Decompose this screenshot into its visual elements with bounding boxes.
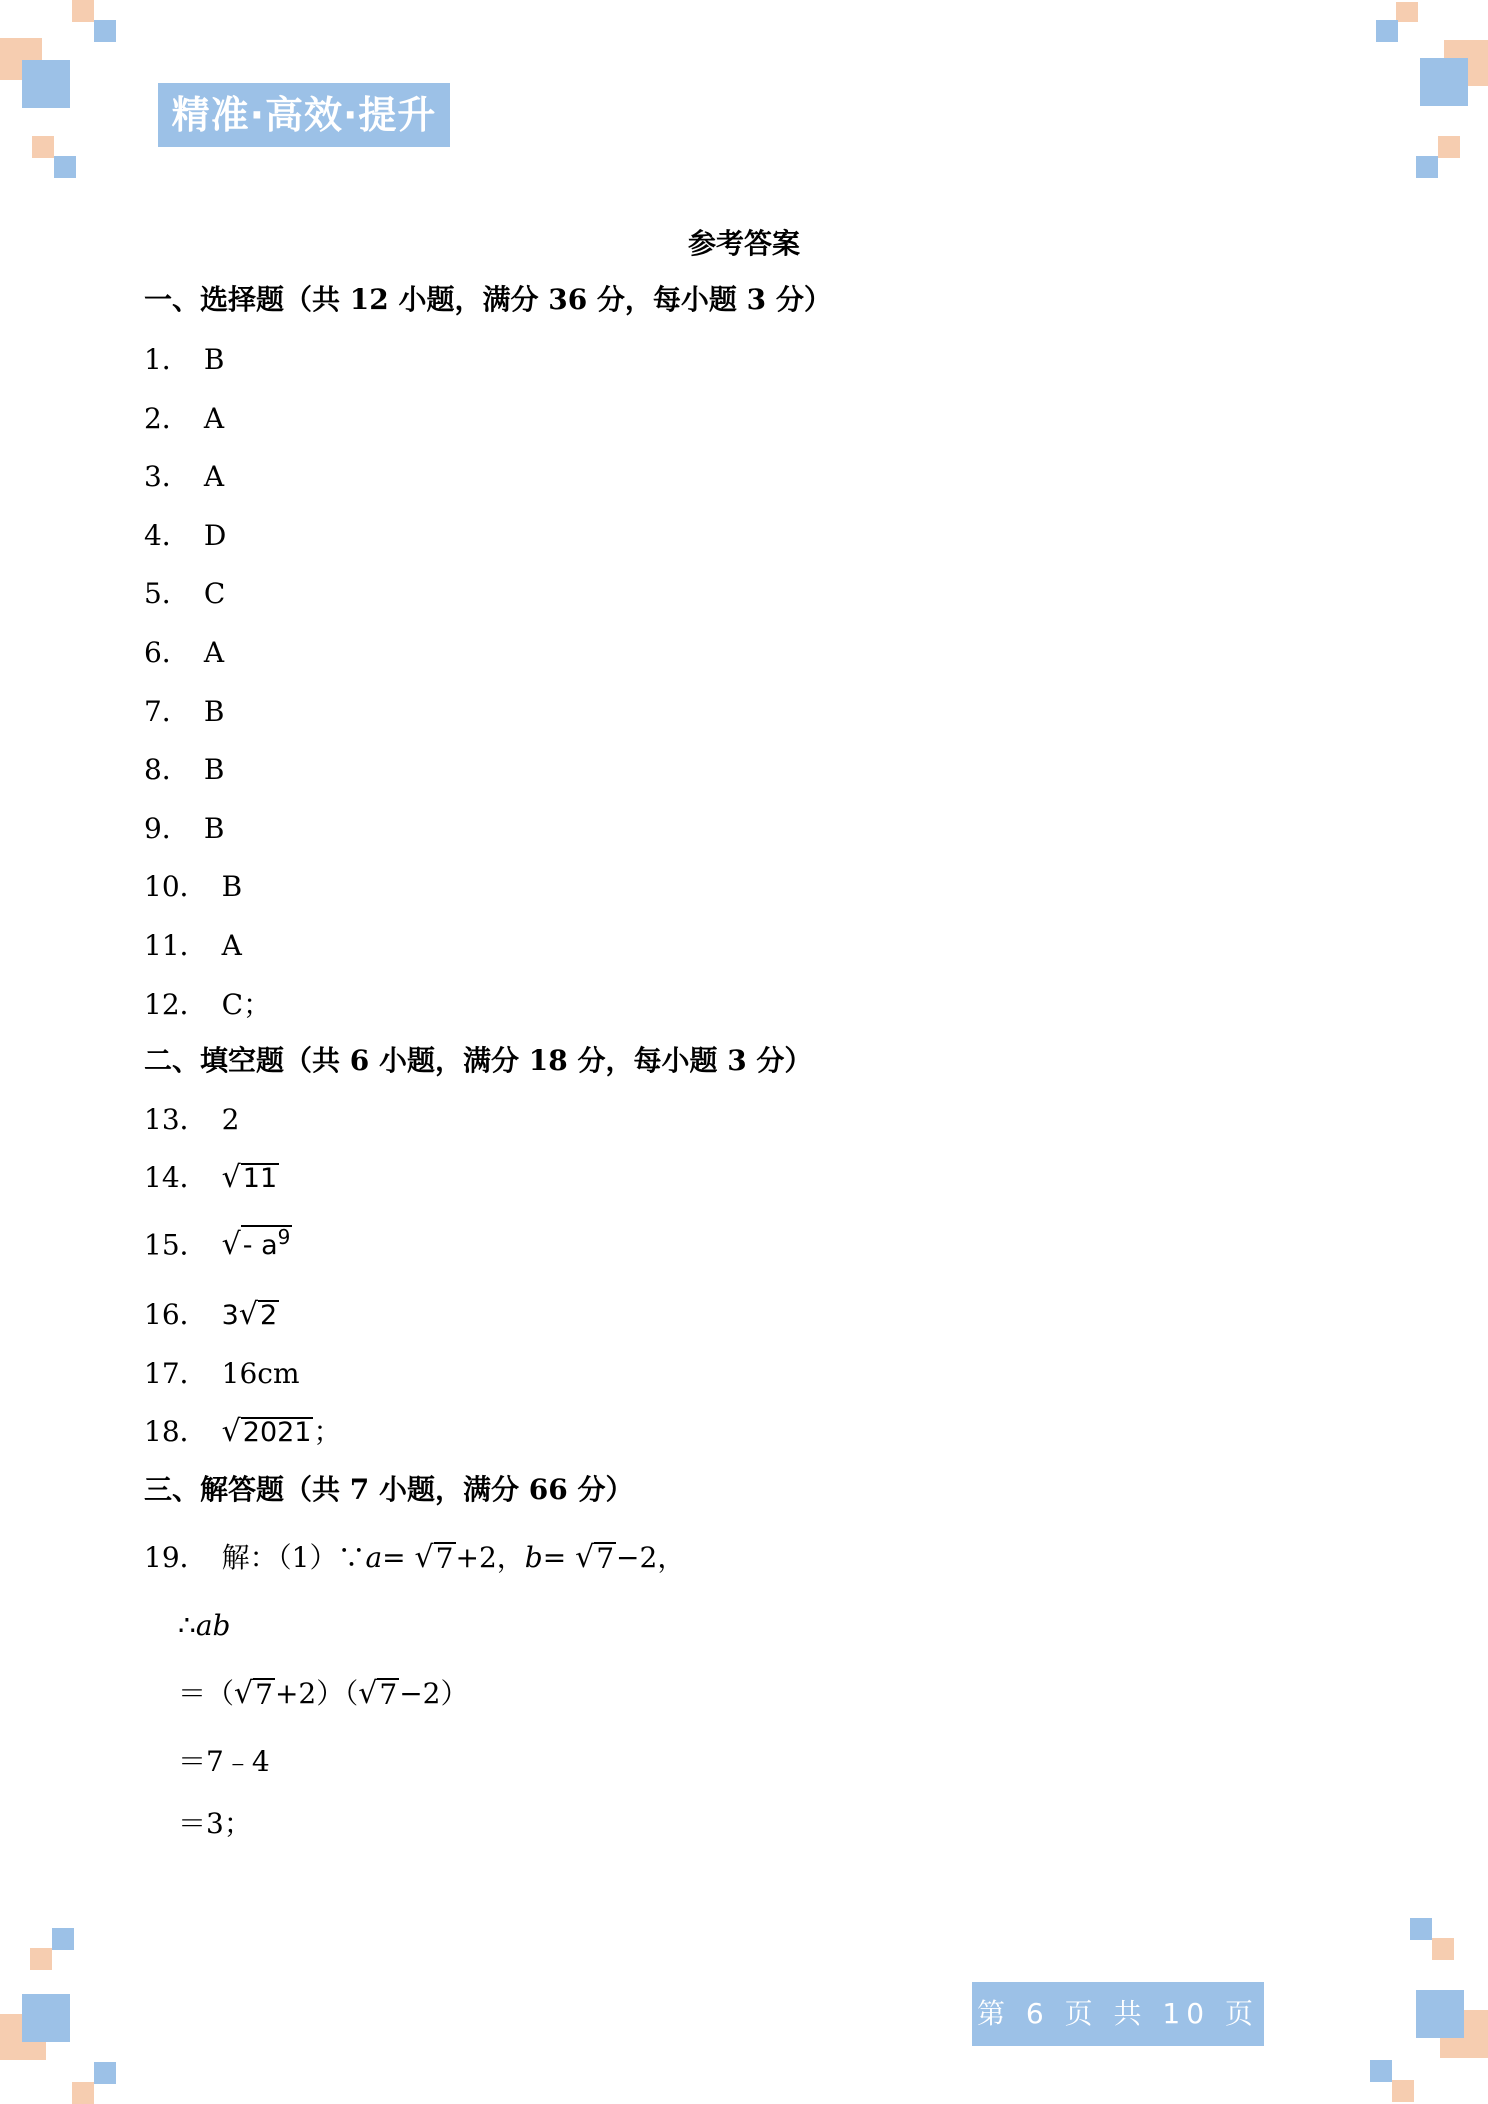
decor-square xyxy=(1376,20,1398,42)
question-number: 8． xyxy=(144,753,190,786)
radicand: 7 xyxy=(596,1541,615,1575)
answer-value: B xyxy=(203,753,225,786)
radicand xyxy=(241,1225,293,1260)
sqrt-seven xyxy=(415,1542,456,1573)
solution-19-step3: ＝3； xyxy=(178,1807,252,1840)
question-number: 4． xyxy=(144,519,190,552)
decor-square xyxy=(1410,1918,1432,1940)
solution-19-step1 xyxy=(178,1674,468,1714)
answer-value: C； xyxy=(221,988,272,1021)
answer-value: A xyxy=(203,402,225,435)
minus-two: −2， xyxy=(616,1541,686,1574)
section-heading-fill: 二、填空题（共 6 小题，满分 18 分，每小题 3 分） xyxy=(144,1044,813,1077)
question-number: 15． xyxy=(144,1228,208,1262)
radical-sign: √ xyxy=(221,1414,241,1449)
variable-b: b xyxy=(524,1541,543,1574)
question-number: 16． xyxy=(144,1298,208,1331)
question-number: 2． xyxy=(144,402,190,435)
decor-square xyxy=(1370,2060,1392,2082)
radicand-base: - a xyxy=(242,1230,278,1261)
decor-square xyxy=(1420,58,1468,106)
question-number: 13． xyxy=(144,1103,208,1136)
solution-lead: 解：（1）∵ xyxy=(221,1541,366,1574)
question-number: 10． xyxy=(144,870,208,903)
solution-19-therefore xyxy=(178,1606,230,1646)
choice-answer-row xyxy=(144,867,242,907)
radicand: 7 xyxy=(435,1541,454,1575)
answer-value: C xyxy=(203,577,226,610)
decor-square xyxy=(54,156,76,178)
answer-value: B xyxy=(203,695,225,728)
decor-square xyxy=(1416,1990,1464,2038)
equals-sign: = xyxy=(542,1541,567,1574)
decor-square xyxy=(30,1948,52,1970)
sqrt-expression xyxy=(221,1414,314,1449)
coefficient: 3 xyxy=(221,1300,239,1331)
decor-square xyxy=(52,1928,74,1950)
sqrt-expression xyxy=(221,1225,293,1263)
radical-sign: √ xyxy=(234,1676,254,1711)
section-heading-choice: 一、选择题（共 12 小题，满分 36 分，每小题 3 分） xyxy=(144,283,832,316)
choice-answer-row xyxy=(144,985,271,1025)
answer-value: B xyxy=(221,870,243,903)
question-number: 7． xyxy=(144,695,190,728)
solution-19-given xyxy=(144,1538,685,1578)
plus-two: +2， xyxy=(455,1541,525,1574)
fill-answer-14 xyxy=(144,1158,279,1198)
decor-square xyxy=(22,1994,70,2042)
radical-sign: √ xyxy=(575,1540,595,1575)
choice-answer-row xyxy=(144,516,226,556)
radicand: 2 xyxy=(259,1299,278,1331)
answer-value: A xyxy=(221,929,242,962)
radicand: 7 xyxy=(255,1677,273,1711)
question-number: 1． xyxy=(144,343,190,376)
radical-sign: √ xyxy=(221,1160,241,1195)
fill-answer-18 xyxy=(144,1412,342,1452)
exponent: 9 xyxy=(277,1225,291,1249)
decor-square xyxy=(22,60,70,108)
decor-square xyxy=(32,136,54,158)
decor-square xyxy=(1396,2,1418,22)
question-number: 5． xyxy=(144,577,190,610)
choice-answer-row xyxy=(144,574,225,614)
question-number: 11． xyxy=(144,929,208,962)
sqrt-seven xyxy=(234,1678,275,1709)
question-number: 6． xyxy=(144,636,190,669)
question-number: 9． xyxy=(144,812,190,845)
choice-answer-row xyxy=(144,633,224,673)
decor-square xyxy=(1438,136,1460,158)
page-title: 参考答案 xyxy=(687,227,800,260)
question-number: 19． xyxy=(144,1541,208,1574)
decor-square xyxy=(94,2062,116,2084)
answer-value: B xyxy=(203,812,225,845)
question-number: 12． xyxy=(144,988,208,1021)
step-mid: +2）（ xyxy=(274,1677,359,1710)
choice-answer-row xyxy=(144,809,224,849)
solution-19-step2: ＝7﹣4 xyxy=(178,1745,270,1778)
sqrt-seven xyxy=(575,1542,616,1573)
product-ab: ab xyxy=(195,1609,231,1642)
decor-square xyxy=(94,20,116,42)
radical-sign: √ xyxy=(358,1676,378,1711)
decor-square xyxy=(72,2082,94,2104)
brand-badge: 精准·高效·提升 xyxy=(158,83,450,147)
sqrt-seven xyxy=(358,1678,399,1709)
sqrt-expression xyxy=(221,1160,279,1195)
choice-answer-row xyxy=(144,692,224,732)
radical-sign: √ xyxy=(238,1297,258,1332)
choice-answer-row xyxy=(144,457,224,497)
radicand: 2021 xyxy=(242,1416,312,1448)
fill-answer-17 xyxy=(144,1354,300,1394)
choice-answer-row xyxy=(144,926,242,966)
fill-answer-15 xyxy=(144,1225,292,1265)
question-number: 3． xyxy=(144,460,190,493)
answer-value: B xyxy=(203,343,225,376)
choice-answer-row xyxy=(144,399,224,439)
therefore-symbol: ∴ xyxy=(178,1609,196,1642)
radical-sign: √ xyxy=(414,1540,434,1575)
answer-value: 16cm xyxy=(221,1357,300,1390)
decor-square xyxy=(1416,156,1438,178)
fill-answer-13 xyxy=(144,1100,239,1140)
question-number: 14． xyxy=(144,1161,208,1194)
choice-answer-row xyxy=(144,340,224,380)
choice-answer-row xyxy=(144,750,224,790)
sqrt-expression xyxy=(238,1297,279,1332)
answer-value: A xyxy=(203,636,225,669)
answer-value: D xyxy=(203,519,227,552)
question-number: 17． xyxy=(144,1357,208,1390)
question-number: 18． xyxy=(144,1415,208,1448)
equals-sign: = xyxy=(382,1541,406,1574)
answer-value: 2 xyxy=(221,1103,240,1136)
page-indicator: 第 6 页 共 10 页 xyxy=(972,1982,1264,2046)
variable-a: a xyxy=(365,1541,383,1574)
step-close: −2） xyxy=(399,1677,469,1710)
section-heading-solve: 三、解答题（共 7 小题，满分 66 分） xyxy=(144,1473,634,1506)
step-open: ＝（ xyxy=(178,1677,235,1710)
radical-sign: √ xyxy=(221,1227,241,1263)
answer-value: A xyxy=(203,460,225,493)
fill-answer-16 xyxy=(144,1295,279,1336)
radicand: 7 xyxy=(379,1677,398,1711)
decor-square xyxy=(72,0,94,22)
decor-square xyxy=(1392,2080,1414,2102)
decor-square xyxy=(1432,1938,1454,1960)
radicand: 11 xyxy=(242,1162,278,1194)
punctuation: ； xyxy=(313,1415,342,1448)
